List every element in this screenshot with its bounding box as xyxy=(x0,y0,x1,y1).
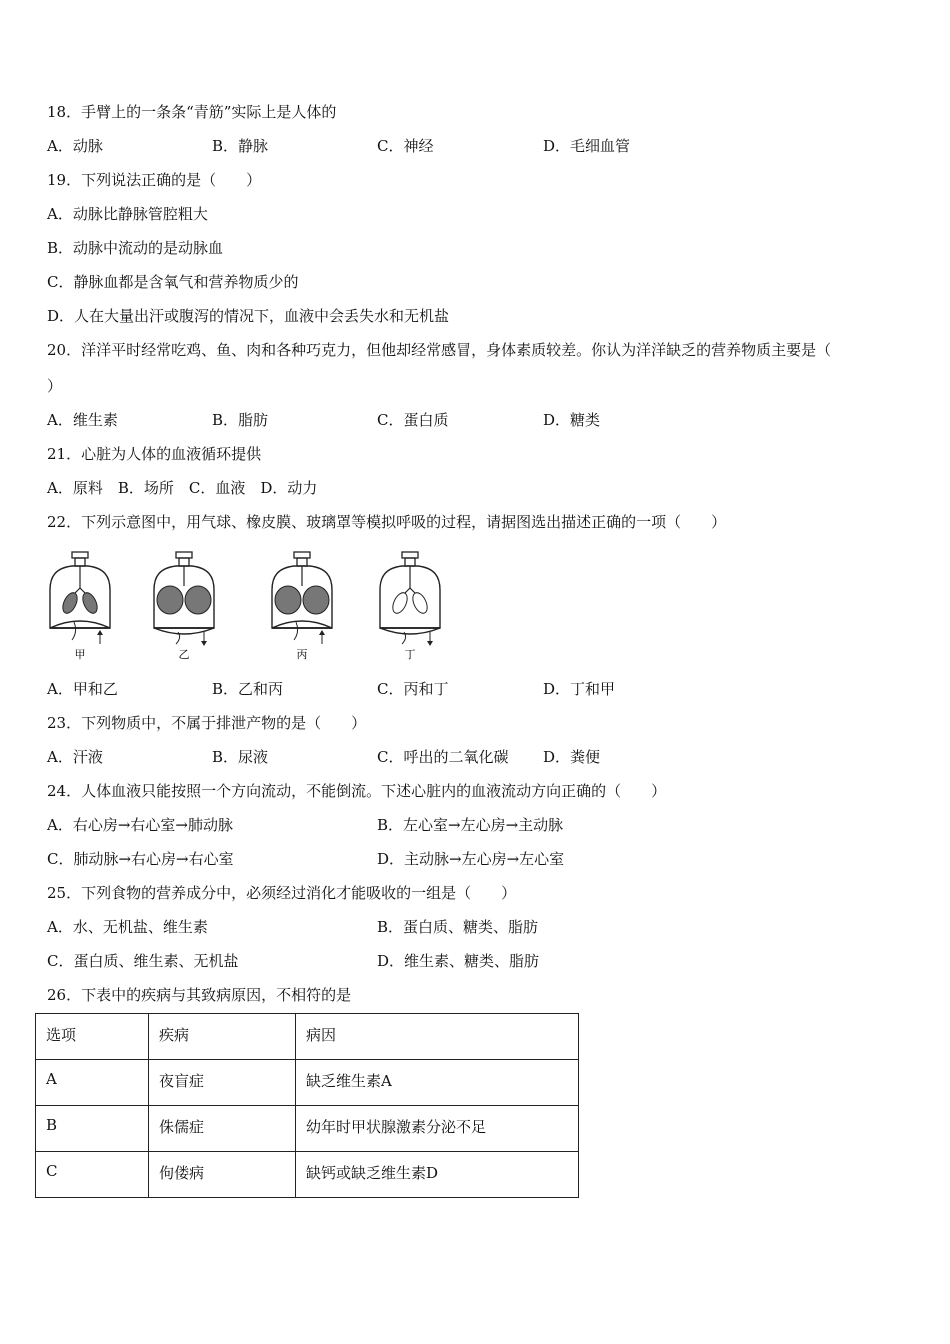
q22-option-b: B．乙和丙 xyxy=(212,680,284,698)
q20-option-a: A．维生素 xyxy=(47,411,118,429)
q18-option-d: D．毛细血管 xyxy=(543,137,631,155)
q18-option-c: C．神经 xyxy=(377,137,434,155)
table-header-row xyxy=(36,1014,579,1060)
q26-stem: 26．下表中的疾病与其致病原因，不相符的是 xyxy=(47,986,352,1004)
q20-stem-line1: 20．洋洋平时经常吃鸡、鱼、肉和各种巧克力，但他却经常感冒，身体素质较差。你认为洋洋缺乏的营养物质主要是（ xyxy=(47,341,832,359)
table-row xyxy=(36,1060,579,1106)
figure-label-bing: 丙 xyxy=(296,648,308,661)
q25-option-d: D．维生素、糖类、脂肪 xyxy=(377,952,540,970)
q18-option-b: B．静脉 xyxy=(212,137,269,155)
table-cell: 缺钙或缺乏维生素D xyxy=(296,1152,579,1198)
q25-stem: 25．下列食物的营养成分中，必须经过消化才能吸收的一组是（ ） xyxy=(47,884,517,902)
q19-option-b: B．动脉中流动的是动脉血 xyxy=(47,239,224,257)
table-cell: 夜盲症 xyxy=(149,1060,296,1106)
table-cell: A xyxy=(36,1060,149,1106)
q23-option-c: C．呼出的二氧化碳 xyxy=(377,748,509,766)
q23-stem: 23．下列物质中，不属于排泄产物的是（ ） xyxy=(47,714,367,732)
q21-options: A．原料 B．场所 C．血液 D．动力 xyxy=(47,479,318,497)
table-row xyxy=(36,1106,579,1152)
q20-option-d: D．糖类 xyxy=(543,411,601,429)
q25-option-c: C．蛋白质、维生素、无机盐 xyxy=(47,952,239,970)
table-header-cause: 病因 xyxy=(296,1014,579,1060)
table-cell: 侏儒症 xyxy=(149,1106,296,1152)
q19-option-d: D．人在大量出汗或腹泻的情况下，血液中会丢失水和无机盐 xyxy=(47,307,450,325)
q22-option-d: D．丁和甲 xyxy=(543,680,616,698)
q20-option-c: C．蛋白质 xyxy=(377,411,449,429)
figure-label-yi: 乙 xyxy=(178,648,190,661)
table-cell: 缺乏维生素A xyxy=(296,1060,579,1106)
q24-option-d: D．主动脉→左心房→左心室 xyxy=(377,850,565,868)
q24-option-a: A．右心房→右心室→肺动脉 xyxy=(47,816,233,834)
table-cell: 幼年时甲状腺激素分泌不足 xyxy=(296,1106,579,1152)
q21-stem: 21．心脏为人体的血液循环提供 xyxy=(47,445,262,463)
table-cell: 佝偻病 xyxy=(149,1152,296,1198)
q19-option-a: A．动脉比静脉管腔粗大 xyxy=(47,205,208,223)
respiration-model-figures xyxy=(44,548,464,663)
figure-label-jia: 甲 xyxy=(74,648,86,661)
table-cell: B xyxy=(36,1106,149,1152)
figure-ding xyxy=(374,548,446,663)
q25-option-b: B．蛋白质、糖类、脂肪 xyxy=(377,918,539,936)
figure-label-ding: 丁 xyxy=(404,648,416,661)
disease-cause-table xyxy=(35,1013,579,1198)
q20-option-b: B．脂肪 xyxy=(212,411,269,429)
table-row xyxy=(36,1152,579,1198)
q22-stem: 22．下列示意图中，用气球、橡皮膜、玻璃罩等模拟呼吸的过程，请据图选出描述正确的一项（ ） xyxy=(47,513,727,531)
q18-option-a: A．动脉 xyxy=(47,137,103,155)
q20-stem-line2: ） xyxy=(47,377,63,395)
q19-stem: 19．下列说法正确的是（ ） xyxy=(47,171,262,189)
q23-option-b: B．尿液 xyxy=(212,748,269,766)
q24-option-b: B．左心室→左心房→主动脉 xyxy=(377,816,564,834)
q24-stem: 24．人体血液只能按照一个方向流动，不能倒流。下述心脏内的血液流动方向正确的（ ） xyxy=(47,782,667,800)
q24-option-c: C．肺动脉→右心房→右心室 xyxy=(47,850,234,868)
q23-option-d: D．粪便 xyxy=(543,748,601,766)
table-cell: C xyxy=(36,1152,149,1198)
table-header-option: 选项 xyxy=(36,1014,149,1060)
table-header-disease: 疾病 xyxy=(149,1014,296,1060)
q25-option-a: A．水、无机盐、维生素 xyxy=(47,918,208,936)
q19-option-c: C．静脉血都是含氧气和营养物质少的 xyxy=(47,273,299,291)
q22-option-a: A．甲和乙 xyxy=(47,680,118,698)
figure-bing xyxy=(266,548,338,663)
q18-stem: 18．手臂上的一条条“青筋”实际上是人体的 xyxy=(47,103,337,121)
q22-option-c: C．丙和丁 xyxy=(377,680,449,698)
figure-yi xyxy=(148,548,220,663)
figure-jia xyxy=(44,548,116,663)
q23-option-a: A．汗液 xyxy=(47,748,103,766)
